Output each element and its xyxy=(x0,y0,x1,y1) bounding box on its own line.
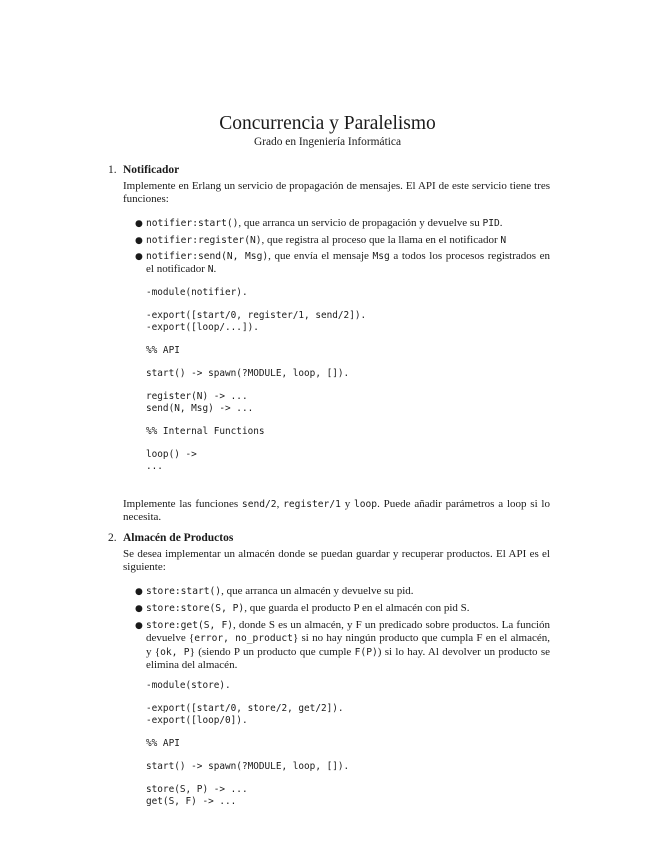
item-text: a todos los procesos registrados en el notificador xyxy=(146,250,550,276)
item-text: } (siendo P un producto que cumple xyxy=(189,645,355,658)
code-block-notifier: -module(notifier). -export([start/0, register/1, send/2]). -export([loop/...]). %% API start() -> spawn(?MODULE, loop, []). register(N) -> ... send(N, Msg) -> ... %% Internal Functions loop() -> ... xyxy=(146,287,367,472)
item-text: . xyxy=(213,263,217,276)
outro-text: y xyxy=(340,498,354,510)
section-1-intro: Implemente en Erlang un servicio de propagación de mensajes. El API de este servicio tiene tres funciones: xyxy=(123,180,550,206)
bullet-icon: ● xyxy=(135,252,143,262)
section-2-item-2 xyxy=(146,602,550,615)
item-code: F(P) xyxy=(354,646,378,658)
outro-text: Implemente las funciones xyxy=(123,498,242,510)
section-1-item-2 xyxy=(146,234,550,247)
section-1-outro xyxy=(123,498,550,525)
outro-code: loop xyxy=(353,499,378,510)
bullet-icon: ● xyxy=(135,236,143,246)
bullet-icon: ● xyxy=(135,621,143,631)
section-1-number: 1. xyxy=(108,164,117,176)
outro-text: . Puede añadir parámetros a loop si lo necesita. xyxy=(123,498,550,524)
item-text: ) si lo hay. Al devolver un producto se elimina del almacén. xyxy=(146,645,551,671)
item-code: notifier:send(N, Msg) xyxy=(146,251,269,262)
document-subtitle: Grado en Ingeniería Informática xyxy=(253,136,402,148)
bullet-icon: ● xyxy=(135,219,143,229)
item-text: , donde S es un almacén, y F un predicado sobre productos. La función devuelve { xyxy=(146,619,551,645)
item-code: store:start() xyxy=(146,586,222,597)
bullet-icon: ● xyxy=(135,587,143,597)
item-code: ok, P xyxy=(160,646,190,658)
outro-code: send/2 xyxy=(241,499,277,510)
section-2-number: 2. xyxy=(108,532,117,544)
item-code: error, no_product xyxy=(194,633,293,645)
item-code: notifier:start() xyxy=(146,218,239,229)
item-code: PID xyxy=(482,218,500,229)
item-text: , que arranca un almacén y devuelve su pid. xyxy=(221,585,414,597)
item-code: N xyxy=(207,264,214,276)
item-text: , que guarda el producto P en el almacén con pid S. xyxy=(244,602,470,614)
item-code: Msg xyxy=(372,251,390,262)
section-1-title: Notificador xyxy=(123,164,180,176)
item-text: } si no hay ningún producto que cumpla F en el almacén, y { xyxy=(146,632,551,658)
section-2-item-1 xyxy=(146,585,550,598)
code-block-store: -module(store). -export([start/0, store/2, get/2]). -export([loop/0]). %% API start() -> spawn(?MODULE, loop, []). store(S, P) -> ... get(S, F) -> ... xyxy=(146,680,350,807)
outro-code: register/1 xyxy=(283,499,341,510)
bullet-icon: ● xyxy=(135,604,143,614)
section-1-item-3 xyxy=(146,250,550,277)
section-2-item-3 xyxy=(146,619,550,672)
item-code: store:store(S, P) xyxy=(146,603,245,614)
item-text: , que arranca un servicio de propagación y devuelve su xyxy=(238,217,483,229)
item-text: . xyxy=(499,217,503,229)
item-text: , que registra al proceso que la llama en el notificador xyxy=(261,234,501,246)
item-code: store:get(S, F) xyxy=(146,620,234,631)
item-code: N xyxy=(500,235,507,246)
item-text: , que envía el mensaje xyxy=(268,250,373,262)
item-code: notifier:register(N) xyxy=(146,235,262,246)
outro-text: , xyxy=(276,498,284,510)
section-2-title: Almacén de Productos xyxy=(123,532,234,544)
document-title: Concurrencia y Paralelismo xyxy=(219,113,436,134)
section-2-intro: Se desea implementar un almacén donde se puedan guardar y recuperar productos. El API es el siguiente: xyxy=(123,548,550,574)
section-1-item-1 xyxy=(146,217,550,230)
